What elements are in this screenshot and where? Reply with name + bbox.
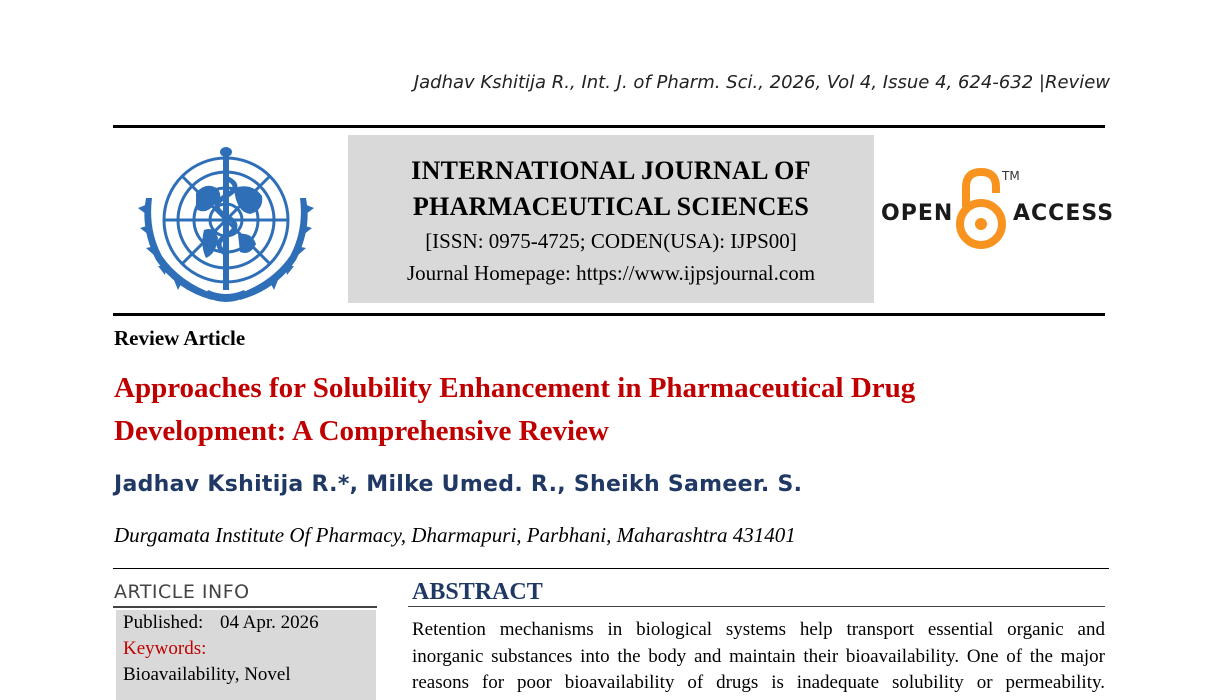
- open-access-open-text: OPEN: [881, 201, 954, 226]
- journal-name-line1: INTERNATIONAL JOURNAL OF: [411, 156, 811, 185]
- open-access-logo: [878, 165, 1115, 255]
- article-info-rule: [113, 606, 377, 608]
- abstract-rule: [408, 606, 1105, 607]
- article-title: [114, 367, 1114, 453]
- journal-name-line2: PHARMACEUTICAL SCIENCES: [412, 192, 810, 221]
- abstract-body: [412, 617, 1105, 697]
- abstract-line1: Retention mechanisms in biological systems help transport essential organic and: [412, 619, 1105, 640]
- journal-info-box: [348, 135, 874, 303]
- header-bottom-rule: [113, 313, 1105, 316]
- article-title-line2: Development: A Comprehensive Review: [114, 415, 609, 447]
- abstract-line2: inorganic substances into the body and maintain their bioavailability. One of the major: [412, 645, 1105, 667]
- article-info-heading: ARTICLE INFO: [114, 581, 250, 603]
- journal-issn: [ISSN: 0975-4725; CODEN(USA): IJPS00]: [425, 229, 797, 253]
- affiliation: Durgamata Institute Of Pharmacy, Dharmapuri, Parbhani, Maharashtra 431401: [114, 523, 796, 547]
- keywords-label: Keywords:: [123, 638, 207, 659]
- trademark-mark: TM: [1002, 169, 1020, 183]
- journal-logo-icon: [126, 138, 326, 308]
- affiliation-rule: [113, 568, 1109, 569]
- abstract-line3: reasons for poor bioavailability of drugs is inadequate solubility or permeability.: [412, 672, 1105, 693]
- journal-name: [348, 153, 874, 225]
- article-info-box: [116, 610, 376, 700]
- citation-header: Jadhav Kshitija R., Int. J. of Pharm. Sci., 2026, Vol 4, Issue 4, 624-632 |Review: [413, 72, 1110, 93]
- top-rule: [113, 125, 1105, 128]
- open-access-access-text: ACCESS: [1013, 201, 1115, 226]
- keywords-value: Bioavailability, Novel: [123, 664, 291, 685]
- published-label: Published:: [123, 612, 204, 633]
- published-row: [123, 610, 319, 636]
- open-lock-icon: [956, 167, 1006, 251]
- abstract-heading: ABSTRACT: [412, 579, 543, 605]
- published-date: 04 Apr. 2026: [219, 612, 319, 633]
- journal-homepage[interactable]: Journal Homepage: https://www.ijpsjournal.com: [406, 261, 816, 285]
- article-title-line1: Approaches for Solubility Enhancement in Pharmaceutical Drug: [114, 372, 916, 404]
- author-list: Jadhav Kshitija R.*, Milke Umed. R., Sheikh Sameer. S.: [114, 472, 803, 497]
- article-type: Review Article: [114, 326, 246, 350]
